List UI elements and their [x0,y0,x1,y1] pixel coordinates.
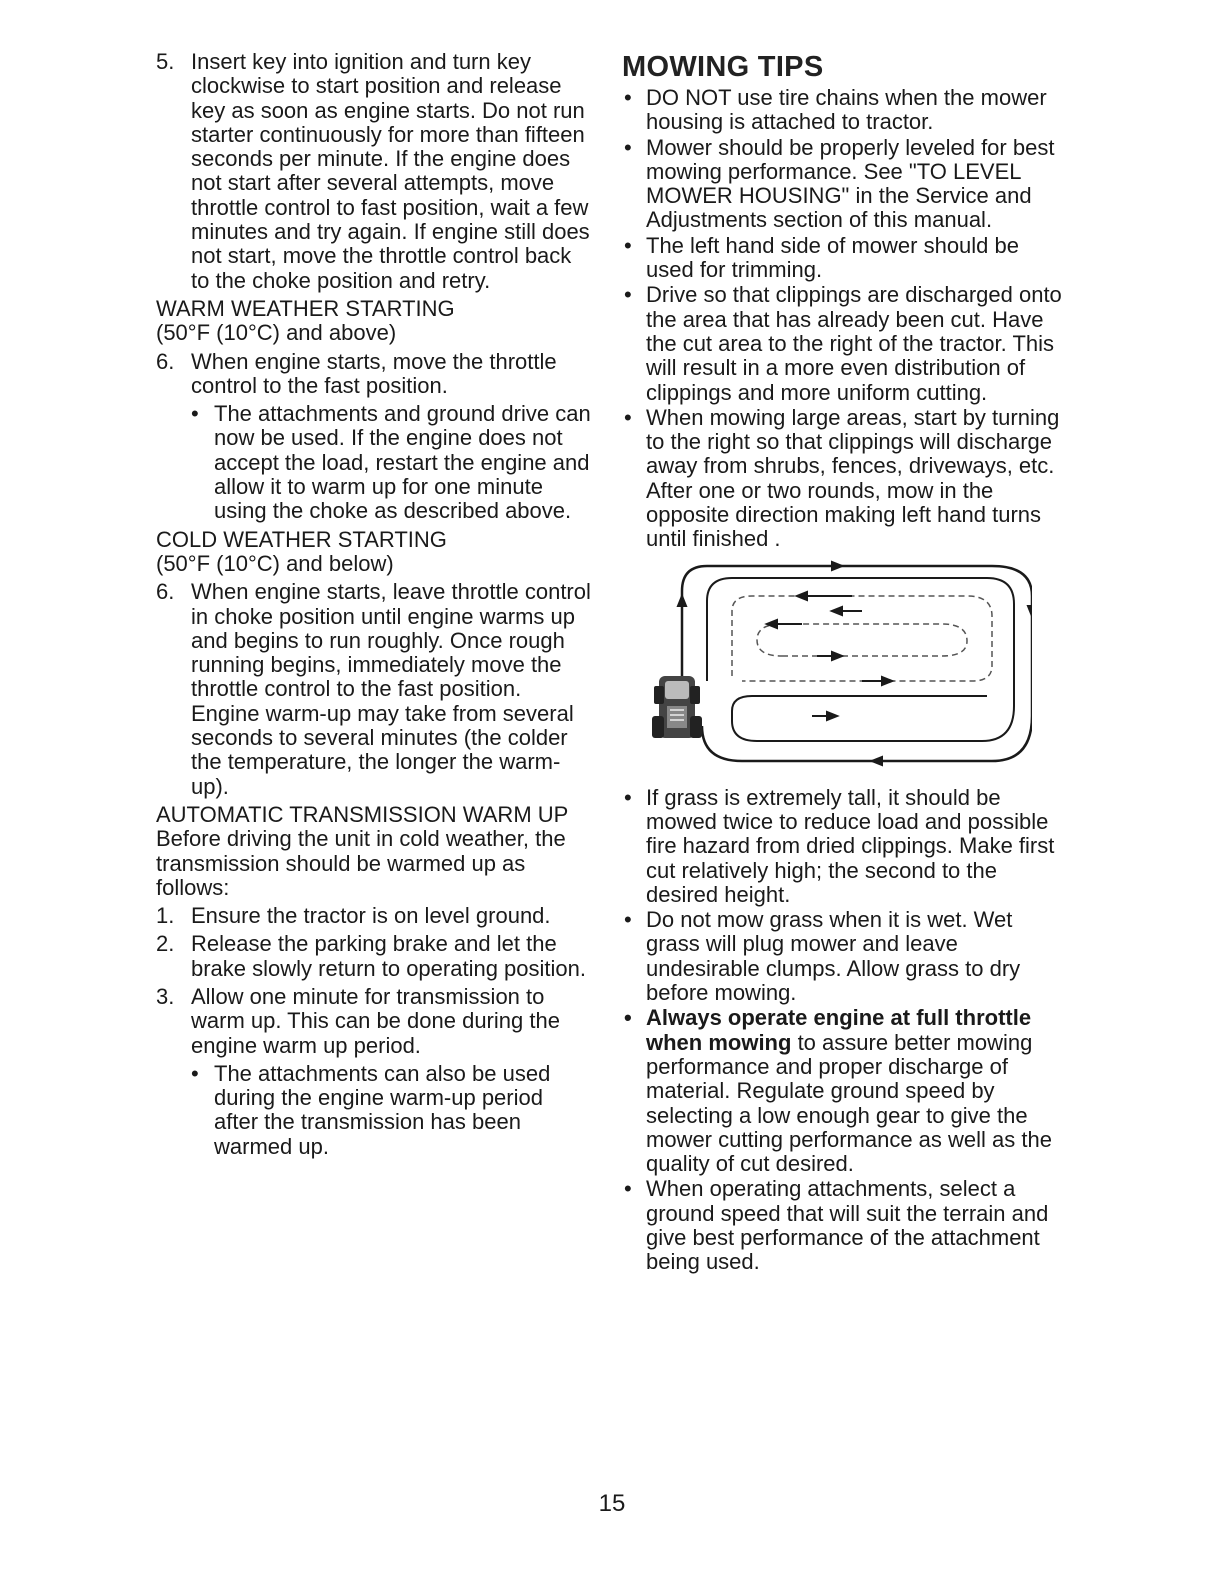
tip-bullet [622,1177,1062,1274]
bullet-icon: • [624,784,632,810]
cold-weather-heading: COLD WEATHER STARTING [156,526,447,552]
tip-text [646,1006,1062,1176]
auto-transmission-heading: AUTOMATIC TRANSMISSION WARM UP [156,801,569,827]
innermost-dashed-path [757,624,967,656]
right-column [622,50,1062,1276]
tip-bullet [622,234,1062,283]
cold-step-6 [156,580,592,799]
tractor-icon [652,676,702,738]
warm-sub-bullet [156,402,592,523]
step-number: 3. [156,983,175,1009]
step-text: Release the parking brake and let the brake slowly return to operating position. [191,931,586,981]
tip-bullet [622,283,1062,404]
step-text: When engine starts, leave throttle control in choke position until engine warms up and begins to run roughly. Once rough running begins, immediately move the throttle control to the fast position. Engine warm-up may take from several seconds to several minutes (the colder the temperature, the longer the warm-up). [191,579,591,799]
left-column [156,50,592,1163]
mowing-tips-title: MOWING TIPS [622,51,824,83]
tip-text: If grass is extremely tall, it should be mowed twice to reduce load and possible fire hazard from dried clippings. Make first cut relatively high; the second to the desired height. [646,784,1055,907]
throttle-warning-bold: Always operate engine at full throttle when mowing [646,1005,1032,1055]
sub-bullet-text: The attachments can also be used during the engine warm-up period after the transmission has been warmed up. [214,1060,551,1159]
throttle-warning-rest: to assure better mowing performance and proper discharge of material. Regulate ground speed by selecting a low enough gear to give the mower cutting performance as well as the quality of cut desired. [646,1029,1052,1177]
auto-step-3 [156,985,592,1058]
auto-transmission-intro: Before driving the unit in cold weather, the transmission should be warmed up as follows: [156,826,566,900]
bullet-icon: • [624,404,632,430]
step-number: 5. [156,49,175,74]
auto-step-1 [156,904,592,928]
step-text: Ensure the tractor is on level ground. [191,903,551,929]
tip-text: DO NOT use tire chains when the mower housing is attached to tractor. [646,85,1047,135]
tip-text: Mower should be properly leveled for best mowing performance. See "TO LEVEL MOWER HOUSING" in the Service and Adjustments section of this manual. [646,134,1055,233]
tip-bullet [622,786,1062,907]
step-text: Insert key into ignition and turn key clockwise to start position and release key as soon as engine starts. Do not run starter continuously for more than fifteen seconds per minute. If the engine does not start after several attempts, move throttle control to fast position, wait a few minutes and try again. If engine still does not start, move the throttle control back to the choke position and retry. [191,49,590,293]
warm-weather-range: (50°F (10°C) and above) [156,320,397,346]
tip-text: The left hand side of mower should be used for trimming. [646,232,1020,283]
tip-bullet [622,136,1062,233]
bullet-icon: • [191,401,199,427]
tip-bullet [622,86,1062,135]
tip-bullet [622,406,1062,552]
auto-step-2 [156,932,592,981]
tip-bullet-throttle [622,1006,1062,1176]
bullet-icon: • [624,85,632,110]
tip-text: Do not mow grass when it is wet. Wet grass will plug mower and leave undesirable clumps. Allow grass to dry before mowing. [646,907,1021,1006]
tip-text: When mowing large areas, start by turning to the right so that clippings will discharge away from shrubs, fences, driveways, etc. After one or two rounds, mow in the opposite direction making left hand turns until finished . [646,404,1060,552]
mowing-pattern-diagram [632,556,1032,776]
warm-weather-heading: WARM WEATHER STARTING [156,295,455,321]
step-number: 6. [156,348,175,374]
step-text: Allow one minute for transmission to warm up. This can be done during the engine warm up period. [191,983,560,1058]
bullet-icon: • [624,134,632,160]
tip-text: Drive so that clippings are discharged onto the area that has already been cut. Have the cut area to the right of the tractor. This will result in a more even distribution of clippings and more uniform cutting. [646,282,1062,405]
bullet-icon: • [624,282,632,308]
cold-weather-range: (50°F (10°C) and below) [156,550,394,576]
step-number: 1. [156,903,175,929]
sub-bullet-text: The attachments and ground drive can now be used. If the engine does not accept the load, restart the engine and allow it to warm up for one minute using the choke as described above. [214,401,591,524]
tip-text: When operating attachments, select a ground speed that will suit the terrain and give best performance of the attachment being used. [646,1176,1049,1275]
warm-step-6 [156,350,592,399]
tip-bullet [622,908,1062,1005]
step-number: 2. [156,931,175,957]
step-number: 6. [156,579,175,605]
bullet-icon: • [191,1060,199,1086]
bullet-icon: • [624,1005,632,1031]
bullet-icon: • [624,232,632,258]
step-5 [156,50,592,293]
bullet-icon: • [624,907,632,933]
auto-sub-bullet [156,1062,592,1159]
inner-dashed-path [732,596,992,681]
bullet-icon: • [624,1176,632,1202]
page-number: 15 [598,1490,626,1517]
step-text: When engine starts, move the throttle control to the fast position. [191,348,557,398]
second-mowing-path [707,578,1014,741]
